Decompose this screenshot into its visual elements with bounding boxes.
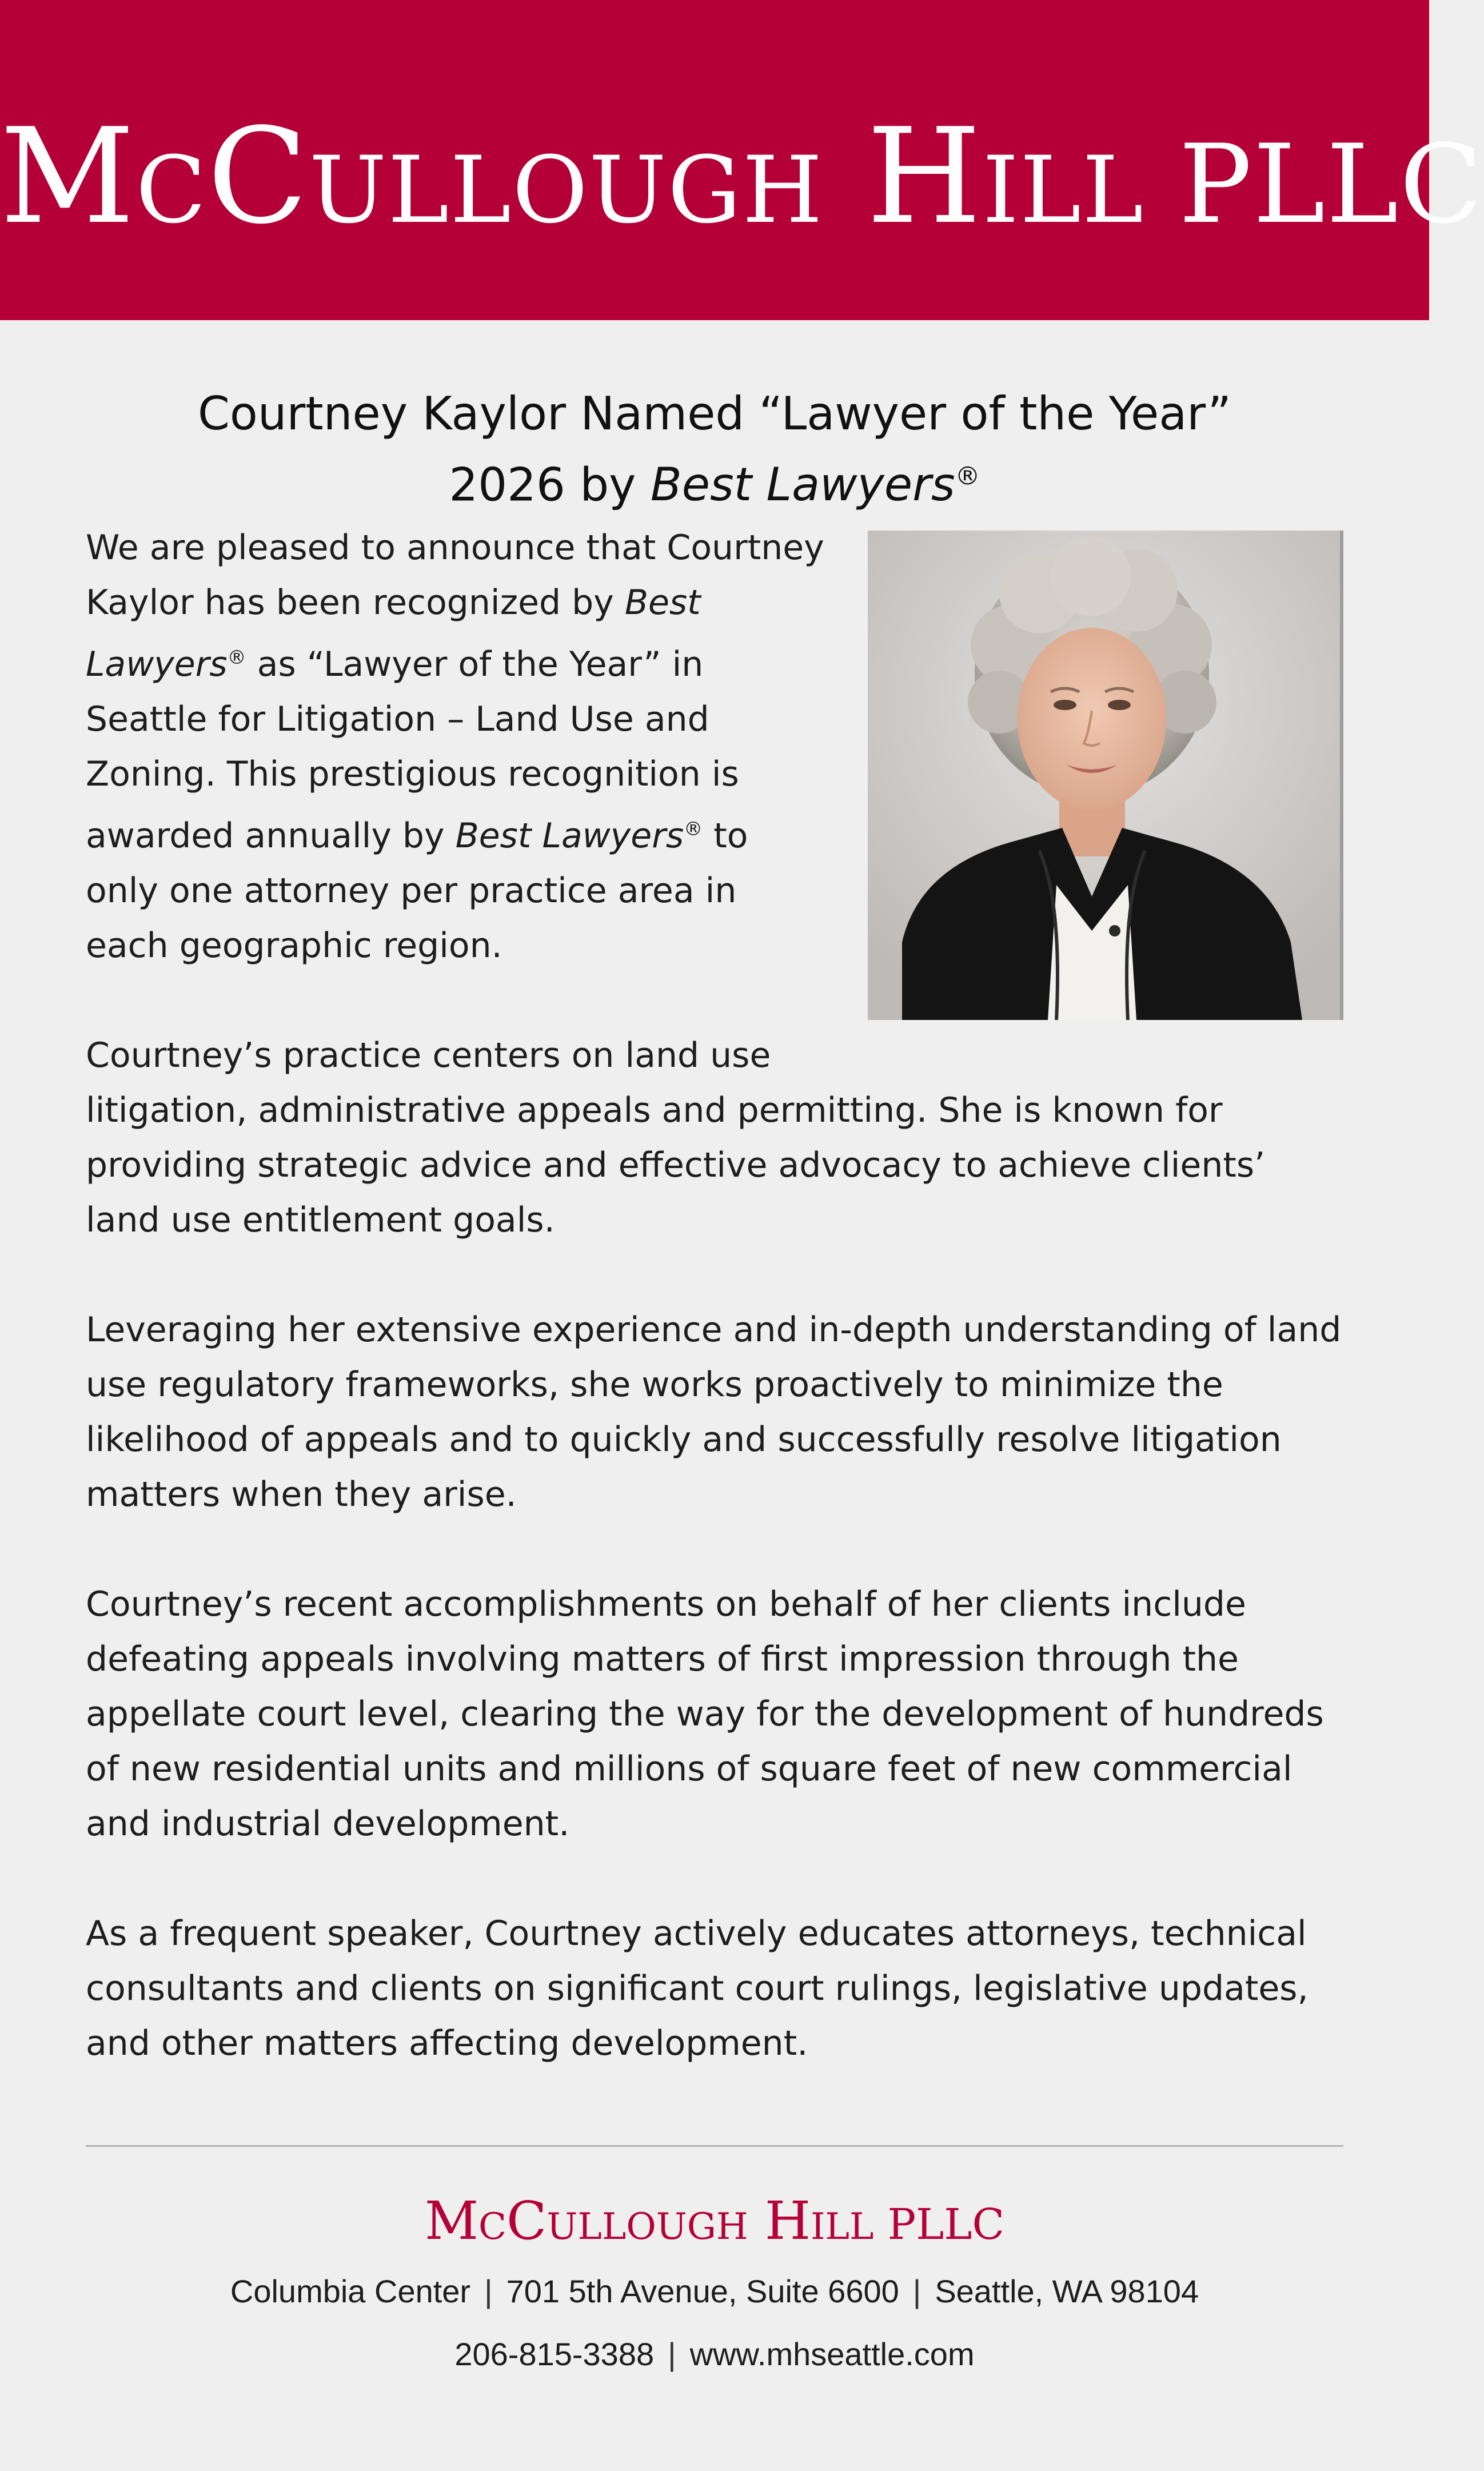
- footer-phone[interactable]: 206-815-3388: [454, 2336, 655, 2372]
- footer-separator: |: [668, 2336, 676, 2372]
- footer-brand-suffix: PLLC: [887, 2200, 1005, 2249]
- article-body: [86, 520, 1343, 2126]
- headline-line-2: [0, 445, 1429, 517]
- paragraph-announcement-part-1: We are pleased to announce that Courtney Kaylor has been recognized by: [86, 528, 824, 623]
- footer-street: 701 5th Avenue, Suite 6600: [506, 2273, 899, 2309]
- paragraph-experience: Leveraging her extensive experience and in-depth understanding of land use regulatory frameworks, she works proactively to minimize the likelihood of appeals and to quickly and successfully resolve litigation matters when they arise.: [86, 1310, 1342, 1515]
- footer-brand-logo: [0, 2190, 1429, 2256]
- paragraph-practice: Courtney’s practice centers on land use litigation, administrative appeals and permitting. She is known for providing strategic advice and effective advocacy to achieve clients’ land use entitlement goals.: [86, 1035, 1266, 1240]
- page-title: [0, 382, 1429, 517]
- paragraph-announcement-part-2: as “Lawyer of the Year” in Seattle for Litigation – Land Use and Zoning. This prestigious recognition is awarded annually by: [86, 644, 739, 856]
- footer-separator: |: [484, 2273, 493, 2309]
- headline-publication: [651, 458, 980, 511]
- footer-contact: [0, 2331, 1429, 2377]
- registered-mark: ®: [955, 461, 980, 491]
- paragraph-announcement-part-3: to only one attorney per practice area in each geographic region.: [86, 816, 748, 966]
- headline-publication-name: Best Lawyers: [650, 458, 955, 512]
- footer-separator: |: [912, 2273, 921, 2309]
- brand-logo: [0, 101, 1484, 259]
- paragraph-accomplishments: Courtney’s recent accomplishments on behalf of her clients include defeating appeals involving matters of first impression through the appellate court level, clearing the way for the development of hundreds of new residential units and millions of square feet of new commercial and industrial development.: [86, 1584, 1324, 1844]
- registered-mark: ®: [227, 646, 246, 668]
- publication-name: Best Lawyers: [86, 583, 701, 684]
- brand-suffix: PLLC: [1179, 121, 1484, 248]
- paragraph-speaking: As a frequent speaker, Courtney actively educates attorneys, technical consultants and clients on significant court rulings, legislative updates, and other matters affecting development.: [86, 1914, 1309, 2063]
- footer-city: Seattle, WA 98104: [935, 2273, 1199, 2309]
- footer-building: Columbia Center: [230, 2273, 471, 2309]
- footer-address: [0, 2269, 1429, 2314]
- headline-line-1: Courtney Kaylor Named “Lawyer of the Year”: [198, 386, 1231, 440]
- headline-year: 2026 by: [449, 458, 651, 512]
- portrait-photo: [868, 531, 1343, 1020]
- footer-website-link[interactable]: www.mhseattle.com: [689, 2336, 975, 2372]
- footer-brand-name: McCullough Hill: [424, 2190, 874, 2251]
- header-banner: [0, 0, 1484, 320]
- publication-name: Best Lawyers: [455, 816, 684, 856]
- registered-mark: ®: [684, 818, 703, 840]
- portrait-illustration: [868, 531, 1340, 1020]
- footer-divider: [86, 2145, 1343, 2147]
- brand-name: McCullough Hill: [0, 101, 1144, 253]
